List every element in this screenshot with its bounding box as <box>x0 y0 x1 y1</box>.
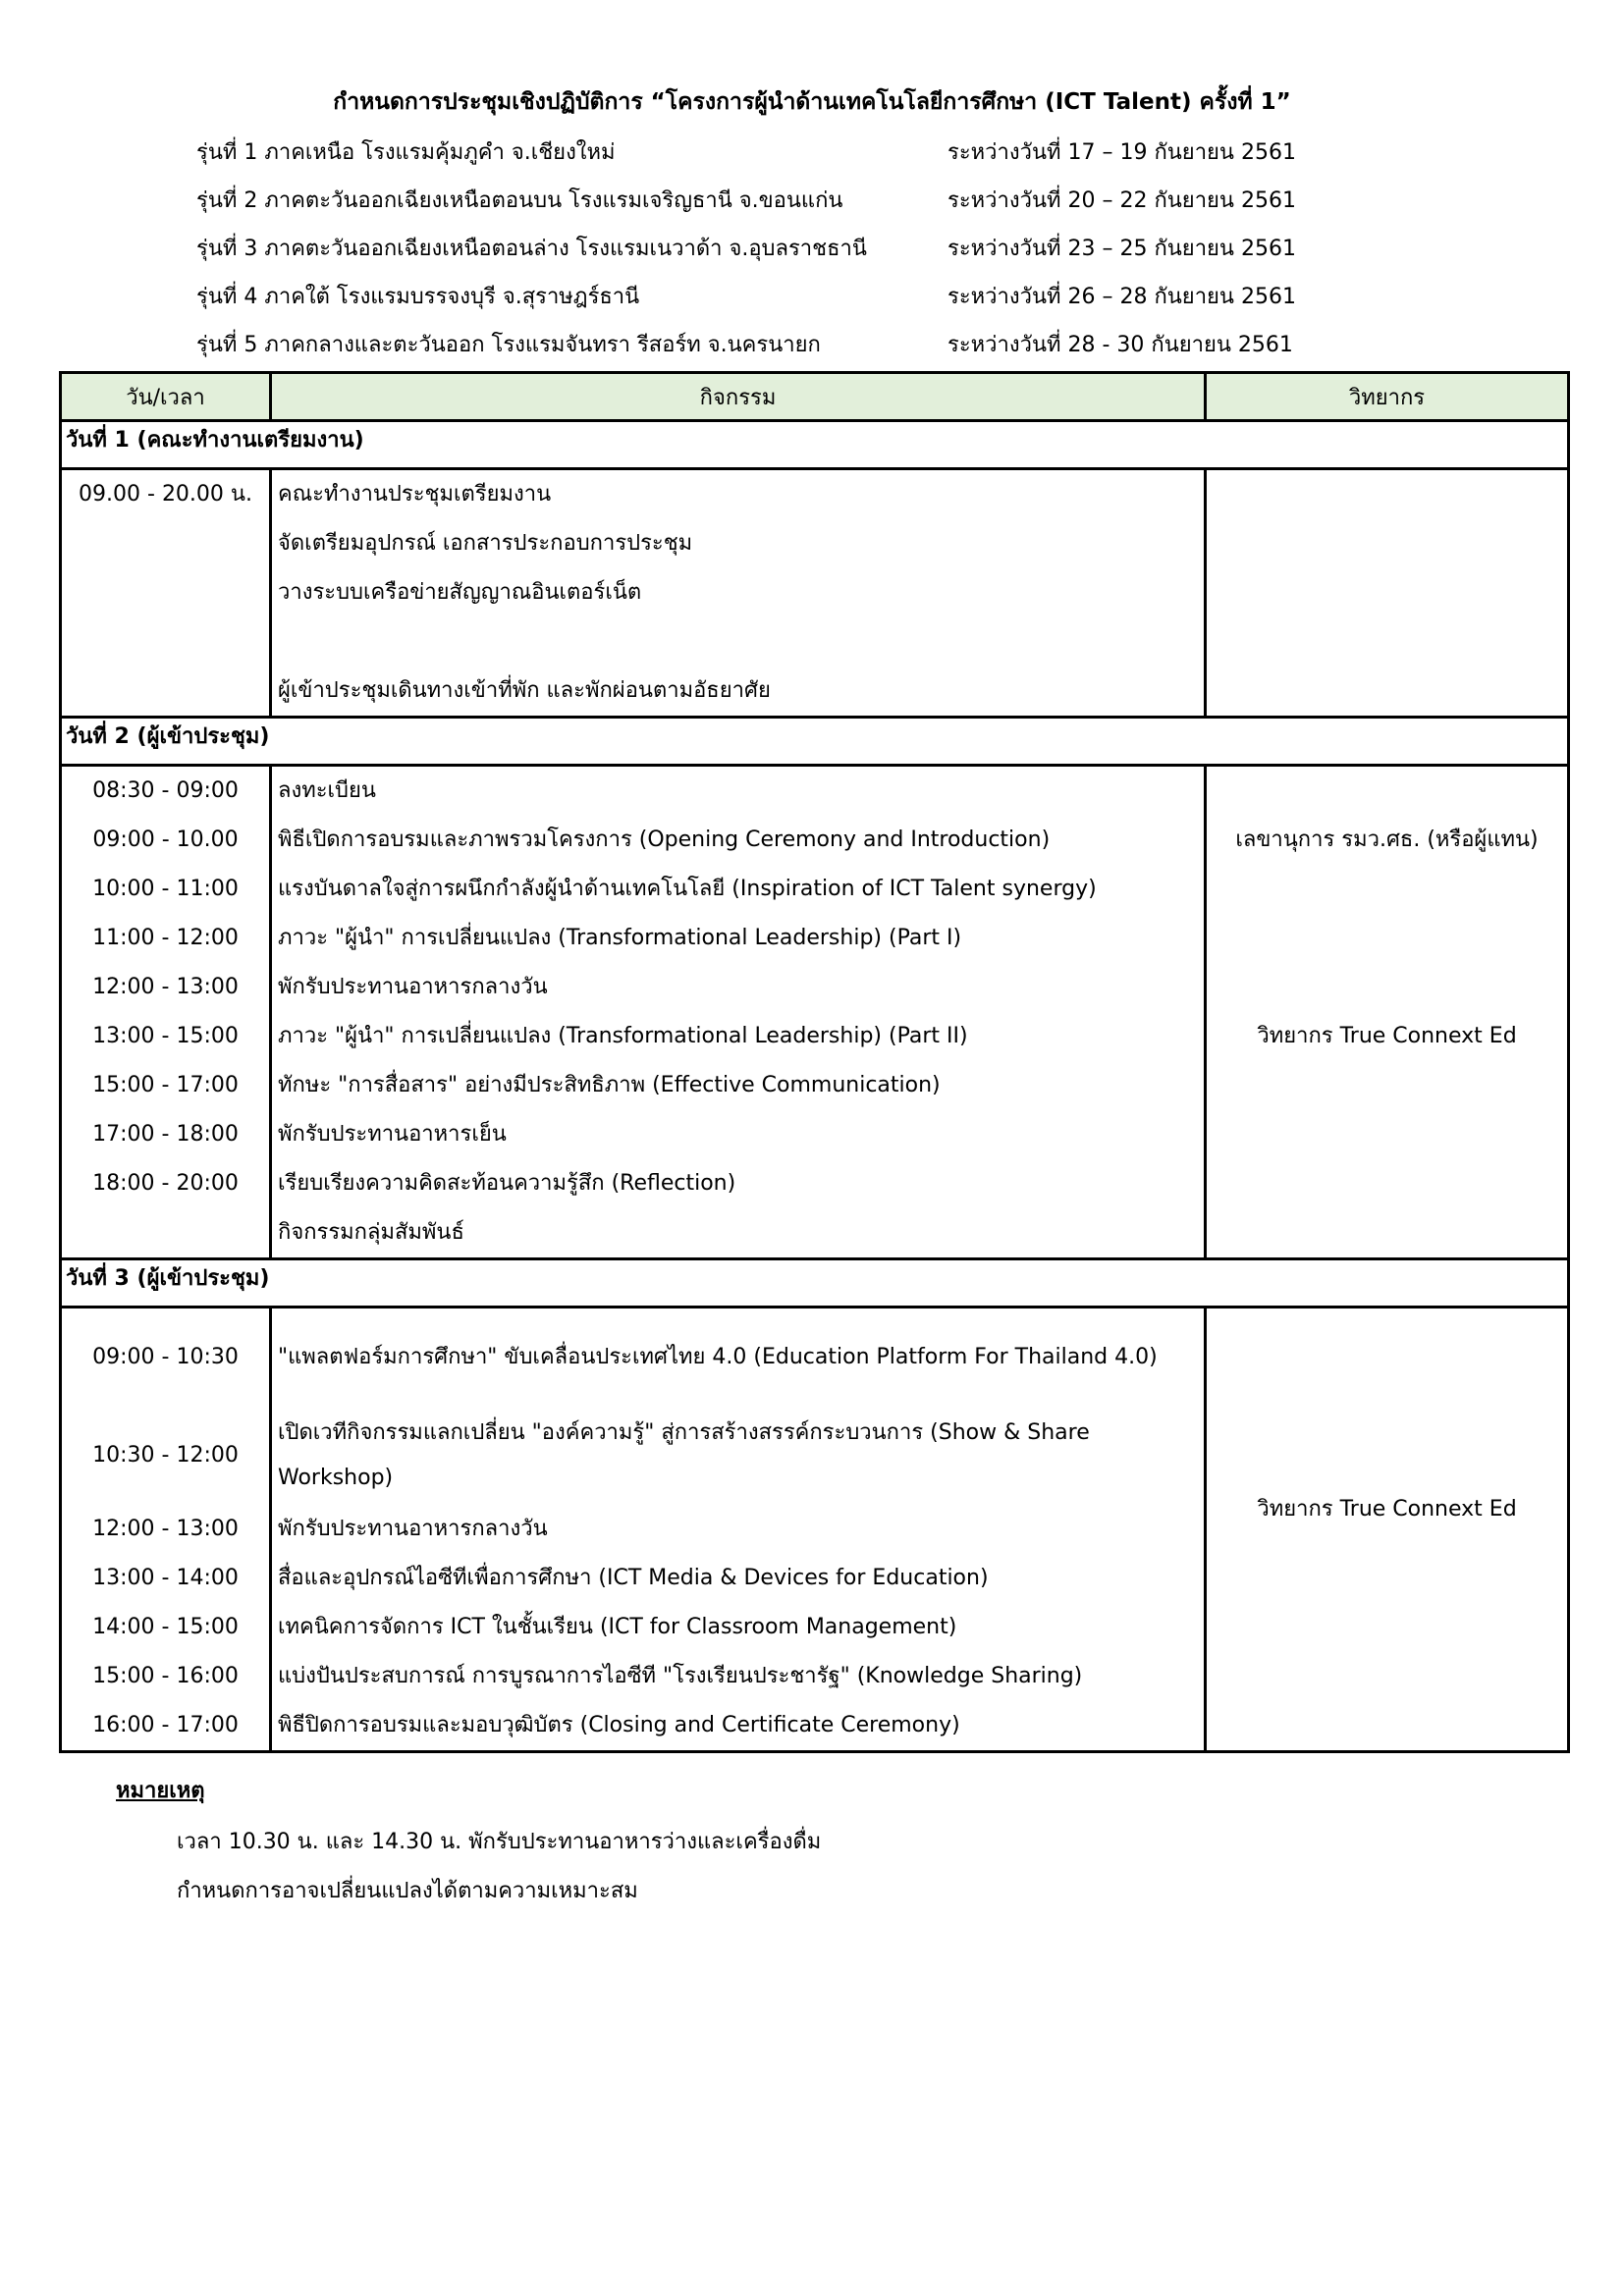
day3-row <box>61 1308 1569 1752</box>
batch-dates: ระหว่างวันที่ 20 – 22 กันยายน 2561 <box>947 188 1296 213</box>
time-slot: 12:00 - 13:00 <box>92 1517 239 1541</box>
time-slot: 08:30 - 09:00 <box>92 778 239 803</box>
time-slot: 13:00 - 14:00 <box>92 1566 239 1590</box>
day1-activity-cell <box>271 469 1206 718</box>
schedule-table <box>59 371 1570 1753</box>
day3-heading-row <box>61 1259 1569 1308</box>
activity-item: พักรับประทานอาหารเย็น <box>278 1122 507 1147</box>
time-slot: 15:00 - 16:00 <box>92 1664 239 1688</box>
batch-label: รุ่นที่ 5 ภาคกลางและตะวันออก โรงแรมจันทรา รีสอร์ท จ.นครนายก <box>196 333 821 357</box>
time-slot: 11:00 - 12:00 <box>92 926 239 950</box>
time-slot: 10:00 - 11:00 <box>92 877 239 901</box>
time-slot: 14:00 - 15:00 <box>92 1615 239 1639</box>
activity-item: ภาวะ "ผู้นำ" การเปลี่ยนแปลง (Transformational Leadership) (Part I) <box>278 926 962 950</box>
time-slot: 09:00 - 10.00 <box>92 828 239 852</box>
spacer <box>1211 865 1563 914</box>
day2-heading-row <box>61 718 1569 766</box>
activity-item: วางระบบเครือข่ายสัญญาณอินเตอร์เน็ต <box>278 580 642 605</box>
activity-item: ทักษะ "การสื่อสาร" อย่างมีประสิทธิภาพ (Effective Communication) <box>278 1073 941 1097</box>
activity-item: เปิดเวทีกิจกรรมแลกเปลี่ยน "องค์ความรู้" สู่การสร้างสรรค์กระบวนการ (Show & Share Workshop) <box>278 1420 1090 1490</box>
day1-heading: วันที่ 1 (คณะทำงานเตรียมงาน) <box>61 421 1569 469</box>
note-item: กำหนดการอาจเปลี่ยนแปลงได้ตามความเหมาะสม <box>177 1879 638 1903</box>
speaker-name: วิทยากร True Connext Ed <box>1257 1024 1517 1048</box>
notes-heading: หมายเหตุ <box>116 1779 205 1803</box>
activity-item: เทคนิคการจัดการ ICT ในชั้นเรียน (ICT for Classroom Management) <box>278 1615 957 1639</box>
spacer <box>1211 914 1563 963</box>
day2-activity-cell <box>271 766 1206 1259</box>
activity-item: แรงบันดาลใจสู่การผนึกกำลังผู้นำด้านเทคโนโลยี (Inspiration of ICT Talent synergy) <box>278 877 1097 901</box>
activity-item: ลงทะเบียน <box>278 778 376 803</box>
activity-item: พักรับประทานอาหารกลางวัน <box>278 1517 548 1541</box>
batch-label: รุ่นที่ 3 ภาคตะวันออกเฉียงเหนือตอนล่าง โรงแรมเนวาด้า จ.อุบลราชธานี <box>196 237 867 261</box>
time-slot: 09.00 - 20.00 น. <box>79 482 252 507</box>
activity-item: เรียบเรียงความคิดสะท้อนความรู้สึก (Reflection) <box>278 1171 736 1196</box>
batch-dates: ระหว่างวันที่ 28 - 30 กันยายน 2561 <box>947 333 1293 357</box>
batch-dates: ระหว่างวันที่ 26 – 28 กันยายน 2561 <box>947 285 1296 309</box>
time-slot: 13:00 - 15:00 <box>92 1024 239 1048</box>
spacer <box>1211 963 1563 1012</box>
speaker-name: วิทยากร True Connext Ed <box>1257 1497 1517 1522</box>
day3-heading: วันที่ 3 (ผู้เข้าประชุม) <box>61 1259 1569 1308</box>
time-slot: 15:00 - 17:00 <box>92 1073 239 1097</box>
activity-item: พักรับประทานอาหารกลางวัน <box>278 975 548 999</box>
note-item: เวลา 10.30 น. และ 14.30 น. พักรับประทานอาหารว่างและเครื่องดื่ม <box>177 1830 822 1854</box>
day1-speaker-cell <box>1206 469 1569 718</box>
day3-activity-cell <box>271 1308 1206 1752</box>
day1-time-cell <box>61 469 271 718</box>
activity-item: จัดเตรียมอุปกรณ์ เอกสารประกอบการประชุม <box>278 531 693 556</box>
table-header-row <box>61 373 1569 421</box>
header-datetime: วัน/เวลา <box>61 373 271 421</box>
page-title: กำหนดการประชุมเชิงปฏิบัติการ “โครงการผู้นำด้านเทคโนโลยีการศึกษา (ICT Talent) ครั้งที่ 1” <box>333 89 1291 115</box>
activity-item: พิธีปิดการอบรมและมอบวุฒิบัตร (Closing and Certificate Ceremony) <box>278 1713 960 1737</box>
day3-time-cell <box>61 1308 271 1752</box>
spacer <box>276 617 1200 667</box>
spacer <box>1211 767 1563 816</box>
batch-dates: ระหว่างวันที่ 23 – 25 กันยายน 2561 <box>947 237 1296 261</box>
day2-speaker-cell <box>1206 766 1569 1259</box>
day1-heading-row <box>61 421 1569 469</box>
header-activity: กิจกรรม <box>271 373 1206 421</box>
day2-row <box>61 766 1569 1259</box>
time-slot: 12:00 - 13:00 <box>92 975 239 999</box>
speaker-name: เลขานุการ รมว.ศธ. (หรือผู้แทน) <box>1235 828 1539 852</box>
activity-item: พิธีเปิดการอบรมและภาพรวมโครงการ (Opening Ceremony and Introduction) <box>278 828 1051 852</box>
activity-item: ภาวะ "ผู้นำ" การเปลี่ยนแปลง (Transformational Leadership) (Part II) <box>278 1024 968 1048</box>
batch-label: รุ่นที่ 4 ภาคใต้ โรงแรมบรรจงบุรี จ.สุราษฎร์ธานี <box>196 285 640 309</box>
time-slot: 18:00 - 20:00 <box>92 1171 239 1196</box>
day1-row <box>61 469 1569 718</box>
activity-item: กิจกรรมกลุ่มสัมพันธ์ <box>278 1220 464 1245</box>
activity-item: ผู้เข้าประชุมเดินทางเข้าที่พัก และพักผ่อนตามอัธยาศัย <box>278 678 771 703</box>
header-speaker: วิทยากร <box>1206 373 1569 421</box>
day3-speaker-cell <box>1206 1308 1569 1752</box>
day2-heading: วันที่ 2 (ผู้เข้าประชุม) <box>61 718 1569 766</box>
activity-item: "แพลตฟอร์มการศึกษา" ขับเคลื่อนประเทศไทย 4.0 (Education Platform For Thailand 4.0) <box>278 1345 1158 1369</box>
time-slot: 10:30 - 12:00 <box>92 1443 239 1468</box>
activity-item: แบ่งปันประสบการณ์ การบูรณาการไอซีที "โรงเรียนประชารัฐ" (Knowledge Sharing) <box>278 1664 1083 1688</box>
batch-label: รุ่นที่ 1 ภาคเหนือ โรงแรมคุ้มภูคำ จ.เชียงใหม่ <box>196 140 616 165</box>
day2-time-cell <box>61 766 271 1259</box>
batch-dates: ระหว่างวันที่ 17 – 19 กันยายน 2561 <box>947 140 1296 165</box>
batch-label: รุ่นที่ 2 ภาคตะวันออกเฉียงเหนือตอนบน โรงแรมเจริญธานี จ.ขอนแก่น <box>196 188 843 213</box>
time-slot: 16:00 - 17:00 <box>92 1713 239 1737</box>
time-slot: 09:00 - 10:30 <box>92 1345 239 1369</box>
activity-item: คณะทำงานประชุมเตรียมงาน <box>278 482 552 507</box>
time-slot: 17:00 - 18:00 <box>92 1122 239 1147</box>
activity-item: สื่อและอุปกรณ์ไอซีทีเพื่อการศึกษา (ICT Media & Devices for Education) <box>278 1566 989 1590</box>
